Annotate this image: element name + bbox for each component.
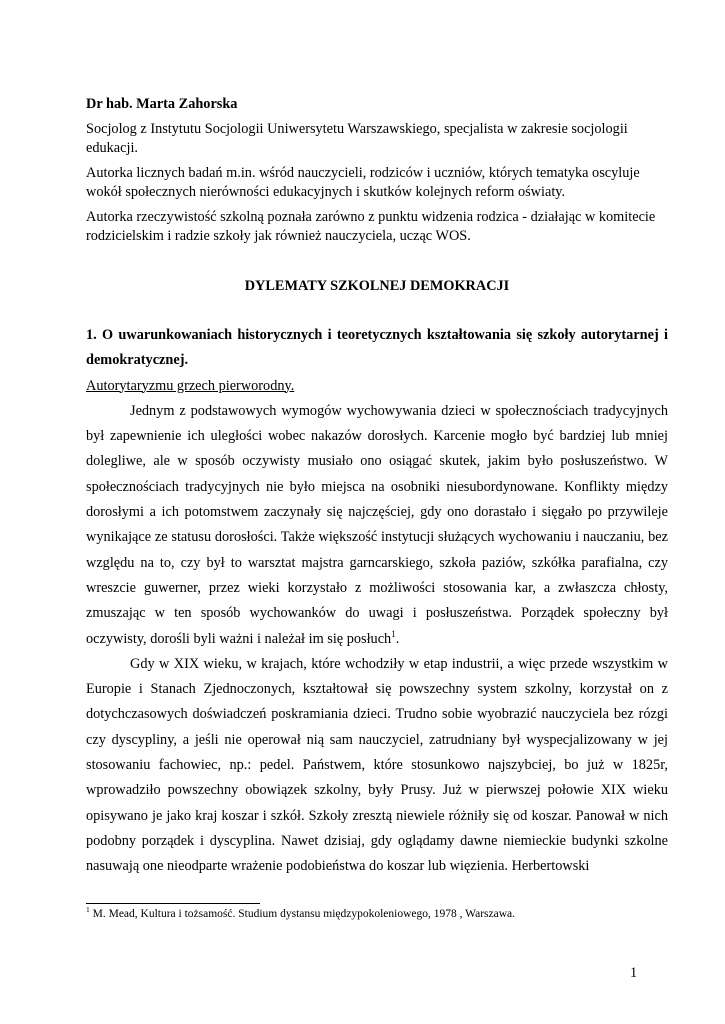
paragraph-2: Gdy w XIX wieku, w krajach, które wchodziły w etap industrii, a więc przede wszystkim w Europie i Stanach Zjednoczonych, kształtował się powszechny system szkolny, korzystał on z dotychczasowych doświadczeń poskramiania dzieci. Trudno sobie wyobrazić nauczyciela bez rózgi czy dyscypliny, a jeśli nie operował nią sam nauczyciel, zatrudniany był wyspecjalizowany w jej stosowaniu fachowiec, np.: pedel. Państwem, które stosunkowo najszybciej, bo już w 1825r, wprowadziło powszechny obowiązek szkolny, były Prusy. Już w pierwszej połowie XIX wieku opisywano je jako kraj koszar i szkół. Szkoły zresztą niewiele różniły się od koszar. Panował w nich podobny porządek i dyscyplina. Nawet dzisiaj, gdy oglądamy dawne niemieckie budynki szkolne nasuwają one nieodparte wrażenie podobieństwa do koszar lub więzienia. Herbertowski bbox=[86, 655, 668, 875]
footnote-text: M. Mead, Kultura i tożsamość. Studium dystansu międzypokoleniowego, 1978 , Warszawa. bbox=[89, 908, 515, 920]
author-name: Dr hab. Marta Zahorska bbox=[86, 96, 238, 112]
author-bio-2: Autorka licznych badań m.in. wśród nauczycieli, rodziców i uczniów, których tematyka oscyluje wokół społecznych nierówności edukacyjnych i skutków kolejnych reform oświaty. bbox=[86, 165, 640, 200]
subheading: Autorytaryzmu grzech pierworodny. bbox=[86, 377, 295, 394]
footnote-divider bbox=[86, 903, 260, 904]
footnote-reference[interactable]: 1 bbox=[391, 628, 396, 639]
paragraph-1: Jednym z podstawowych wymogów wychowywania dzieci w społecznościach tradycyjnych był zapewnienie ich uległości wobec nakazów dorosłych. Karcenie mogło być bardziej lub mniej dolegliwe, ale w sposób oczywisty musiało ono osiągać skutek, jakim było posłuszeństwo. W społecznościach tradycyjnych nie było miejsca na osobniki niesubordynowane. Konflikty między dorosłymi a ich potomstwem zaczynały się najczęściej, gdy ono dorastało i sięgało po przywileje wynikające ze statusu dorosłości. Także większość instytucji służących wychowaniu i nauczaniu, bez względu na to, czy był to warsztat majstra garncarskiego, szkoła paziów, szkółka parafialna, czy wreszcie guwerner, przez wieki korzystało z możliwości stosowania kar, a zwłaszcza chłosty, zmuszając w ten sposób wychowanków do uwagi i posłuszeństwa. Porządek społeczny był oczywisty, dorośli byli ważni i należał im się posłuch$^1$. bbox=[86, 402, 668, 647]
footnote bbox=[86, 905, 668, 920]
page-number: 1 bbox=[630, 965, 638, 981]
author-bio-3: Autorka rzeczywistość szkolną poznała zarówno z punktu widzenia rodzica - działając w komitecie rodzicielskim i radzie szkoły jak również nauczyciela, ucząc WOS. bbox=[86, 209, 656, 244]
author-bio-1: Socjolog z Instytutu Socjologii Uniwersytetu Warszawskiego, specjalista w zakresie socjologii edukacji. bbox=[86, 121, 628, 156]
paragraph-1-text: Jednym z podstawowych wymogów wychowywania dzieci w społecznościach tradycyjnych był zapewnienie ich uległości wobec nakazów dorosłych. Karcenie mogło być bardziej lub mniej dolegliwe, ale w sposób oczywisty musiało ono osiągać skutek, jakim było posłuszeństwo. W społecznościach tradycyjnych nie było miejsca na osobniki niesubordynowane. Konflikty między dorosłymi a ich potomstwem zaczynały się najczęściej, gdy ono dorastało i sięgało po przywileje wynikające ze statusu dorosłości. Także większość instytucji służących wychowaniu i nauczaniu, bez względu na to, czy był to warsztat majstra garncarskiego, szkoła paziów, szkółka parafialna, czy wreszcie guwerner, przez wieki korzystało z możliwości stosowania kar, a zwłaszcza chłosty, zmuszając w ten sposób wychowanków do uwagi i posłuszeństwa. Porządek społeczny był oczywisty, dorośli byli ważni i należał im się posłuch bbox=[86, 402, 668, 647]
author-section bbox=[86, 95, 668, 246]
title-block bbox=[86, 278, 668, 295]
main-content bbox=[86, 323, 668, 880]
document-title: DYLEMATY SZKOLNEJ DEMOKRACJI bbox=[244, 278, 510, 294]
section-heading: 1. O uwarunkowaniach historycznych i teoretycznych kształtowania się szkoły autorytarnej i demokratycznej. bbox=[86, 327, 668, 369]
footnote-number: 1 bbox=[86, 905, 90, 915]
